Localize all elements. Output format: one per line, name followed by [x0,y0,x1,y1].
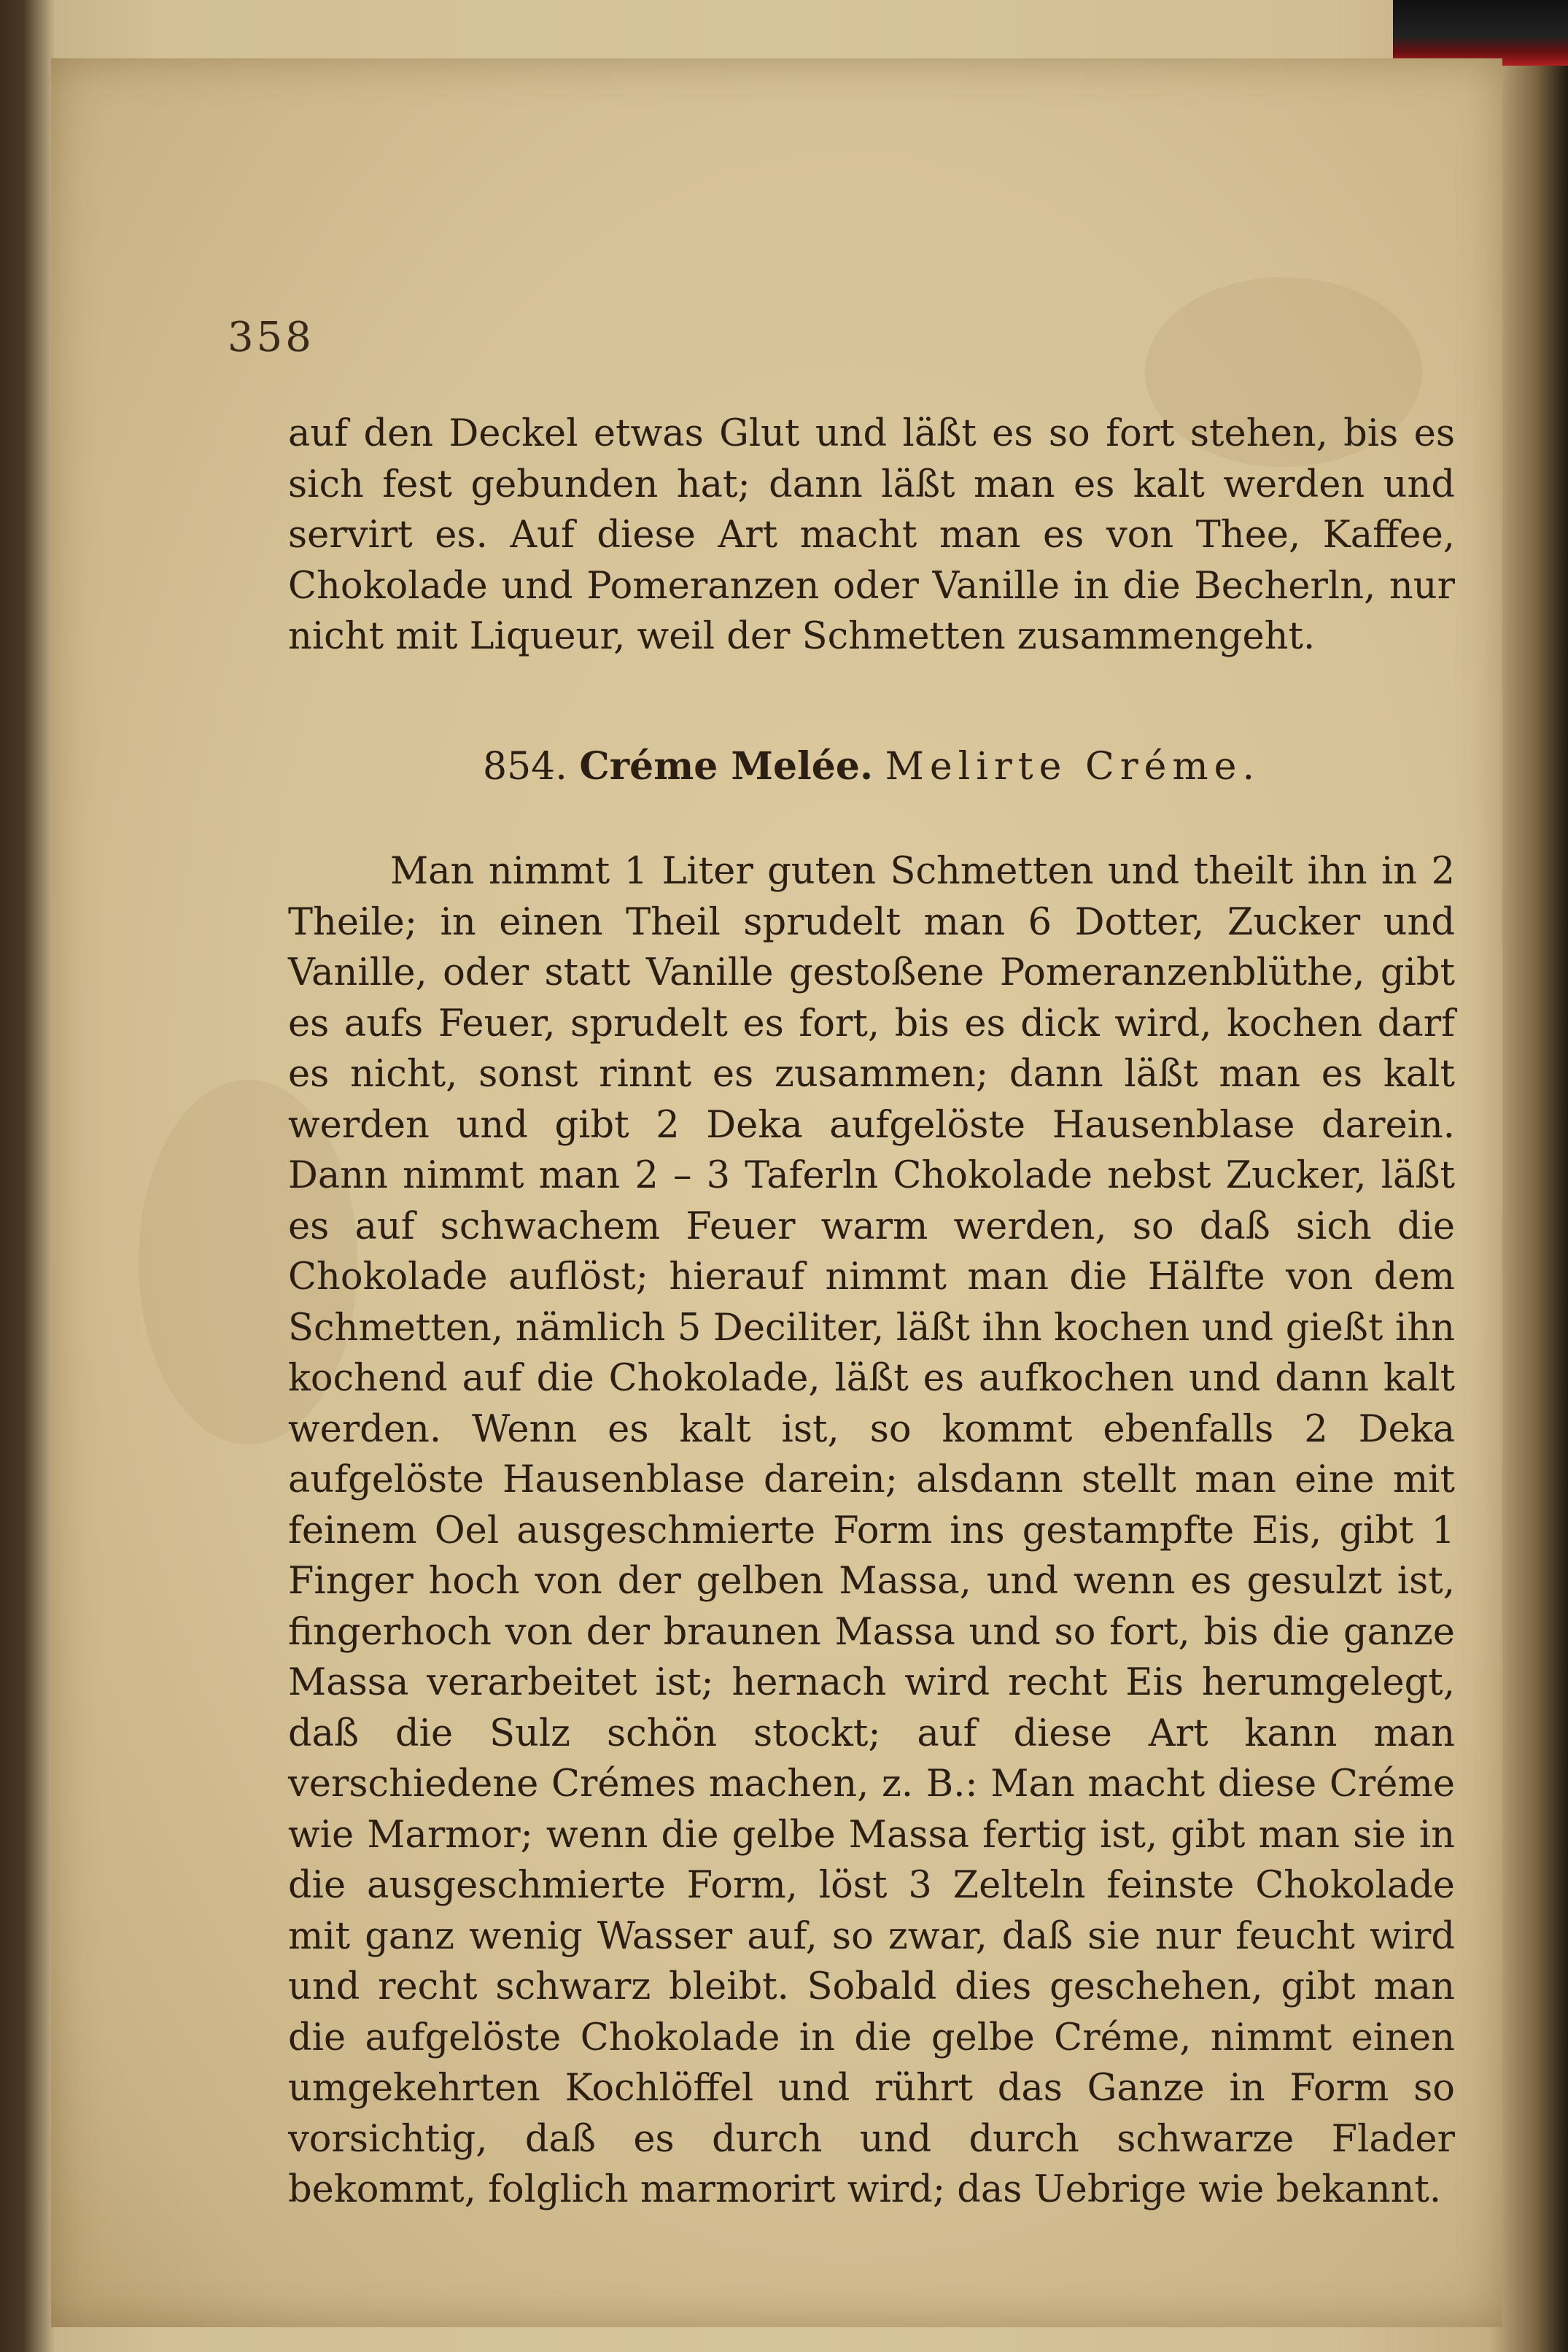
recipe-heading [288,744,1455,789]
recipe-body: Man nimmt 1 Liter guten Schmetten und theilt ihn in 2 Theile; in einen Theil sprudelt man 6 Dotter, Zucker und Vanille, oder statt Vanille gestoßene Pomeranzenblüthe, gibt es aufs Feuer, sprudelt es fort, bis es dick wird, kochen darf es nicht, sonst rinnt es zusammen; dann läßt man es kalt werden und gibt 2 Deka aufgelöste Hausenblase darein. Dann nimmt man 2 – 3 Taferln Chokolade nebst Zucker, läßt es auf schwachem Feuer warm werden, so daß sich die Chokolade auflöst; hierauf nimmt man die Hälfte von dem Schmetten, nämlich 5 Deciliter, läßt ihn kochen und gießt ihn kochend auf die Chokolade, läßt es aufkochen und dann kalt werden. Wenn es kalt ist, so kommt ebenfalls 2 Deka aufgelöste Hausenblase darein; alsdann stellt man eine mit feinem Oel ausgeschmierte Form ins gestampfte Eis, gibt 1 Finger hoch von der gelben Massa, und wenn es gesulzt ist, fingerhoch von der braunen Massa und so fort, bis die ganze Massa verarbeitet ist; hernach wird recht Eis herumgelegt, daß die Sulz schön stockt; auf diese Art kann man verschiedene Crémes machen, z. B.: Man macht diese Créme wie Marmor; wenn die gelbe Massa fertig ist, gibt man sie in die ausgeschmierte Form, löst 3 Zelteln feinste Chokolade mit ganz wenig Wasser auf, so zwar, daß sie nur feucht wird und recht schwarz bleibt. Sobald dies geschehen, gibt man die aufgelöste Chokolade in die gelbe Créme, nimmt einen umgekehrten Kochlöffel und rührt das Ganze in Form so vorsichtig, daß es durch und durch schwarze Flader bekommt, folglich marmorirt wird; das Uebrige wie bekannt. [288,850,1455,2211]
recipe-number: 854. [483,745,567,789]
book-edge-tab [1393,0,1568,66]
recipe-title-german: Melirte Créme. [885,745,1260,789]
page-number: 358 [228,314,314,361]
paragraph-continued: auf den Deckel etwas Glut und läßt es so fort stehen, bis es sich fest gebunden hat; dann läßt man es kalt werden und servirt es. Auf diese Art macht man es von Thee, Kaffee, Chokolade und Pomeranzen oder Vanille in die Becherln, nur nicht mit Liqueur, weil der Schmetten zusammengeht. [288,412,1455,658]
recipe-title-latin: Créme Melée. [579,744,874,789]
